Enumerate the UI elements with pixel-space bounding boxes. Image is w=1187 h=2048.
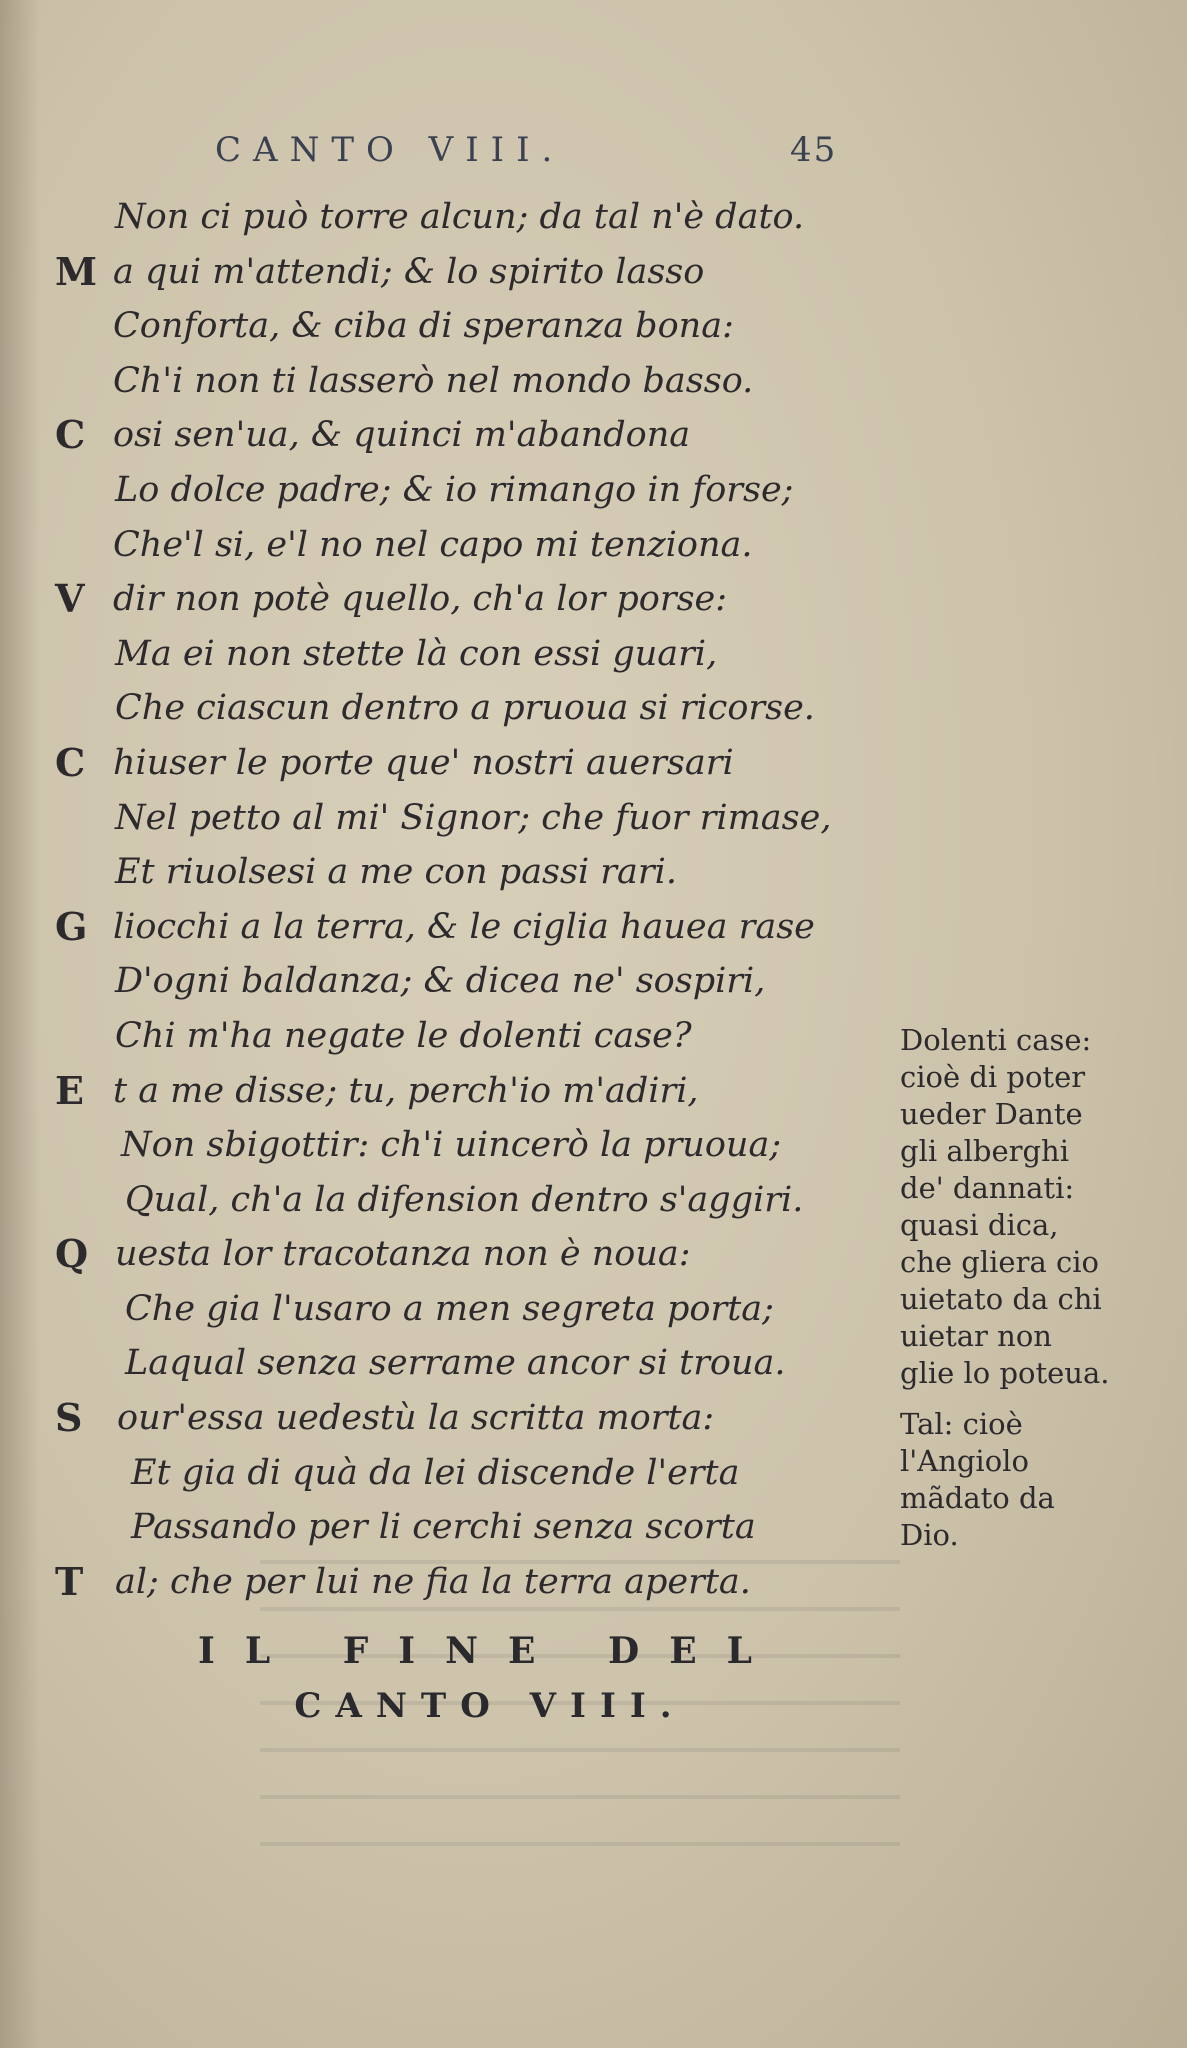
tercet-initial: M [55,248,98,294]
verse-line [55,1227,875,1282]
verse-line [55,245,875,300]
verse-block [55,190,875,1609]
verse-text: Ma ei non stette là con essi guari, [115,633,718,674]
verse-text: Chi m'ha negate le dolenti case? [115,1015,692,1056]
verse-line [55,954,875,1009]
gloss-note-tal: Tal: cioè l'Angiolo mãdato da Dio. [900,1407,1055,1552]
verse-line [55,1391,875,1446]
verse-text: Nel petto al mi' Signor; che fuor rimase, [115,797,832,838]
verse-line [55,1118,875,1173]
verse-line [55,299,875,354]
verse-text: osi sen'ua, & quinci m'abandona [113,415,691,456]
verse-line [55,354,875,409]
verse-line [55,1064,875,1119]
tercet-initial: S [55,1395,83,1441]
running-header [215,130,855,180]
verse-text: our'essa uedestù la scritta morta: [117,1398,715,1439]
verse-line [55,463,875,518]
verse-text: Ch'i non ti lasserò nel mondo basso. [113,360,754,401]
verse-line [55,681,875,736]
tercet-initial: E [55,1067,84,1113]
verse-text: Non sbigottir: ch'i uincerò la pruoua; [121,1125,782,1166]
canto-title: CANTO VIII. [215,130,565,170]
verse-text: Laqual senza serrame ancor si troua. [125,1343,786,1384]
verse-text: Et gia di quà da lei discende l'erta [131,1452,740,1493]
marginal-gloss [900,1022,1110,1568]
page-number: 45 [790,130,838,170]
verse-line [55,1500,875,1555]
verse-text: Passando per li cerchi senza scorta [131,1507,756,1548]
verse-line [55,900,875,955]
verse-text: Che'l si, e'l no nel capo mi tenziona. [113,524,753,565]
verse-line [55,408,875,463]
verse-text: hiuser le porte que' nostri auersari [113,742,734,783]
verse-line [55,736,875,791]
verse-text: t a me disse; tu, perch'io m'adiri, [113,1070,699,1111]
verse-line [55,518,875,573]
page-gutter-shadow [0,0,40,2048]
verse-line [55,1282,875,1337]
tercet-initial: C [55,412,86,458]
gloss-note-dolenti-case: Dolenti case: cioè di poter ueder Dante gli alberghi de' dannati: quasi dica, che gliera cio uietato da chi uietar non glie lo poteua. [900,1023,1110,1390]
verse-text: uesta lor tracotanza non è noua: [115,1234,691,1275]
tercet-initial: Q [55,1231,89,1277]
verse-text: Conforta, & ciba di speranza bona: [113,306,734,347]
tercet-initial: V [55,576,85,622]
verse-text: al; che per lui ne fia la terra aperta. [115,1561,751,1602]
verse-text: a qui m'attendi; & lo spirito lasso [113,251,705,292]
verse-text: Et riuolsesi a me con passi rari. [115,852,677,893]
tercet-initial: T [55,1558,84,1604]
verse-line [55,1336,875,1391]
verse-line [55,190,875,245]
verse-line [55,627,875,682]
verse-line [55,1446,875,1501]
tercet-initial: G [55,903,88,949]
verse-line [55,1173,875,1228]
verse-text: D'ogni baldanza; & dicea ne' sospiri, [115,961,766,1002]
verse-line [55,1555,875,1610]
verse-line [55,572,875,627]
verse-text: Qual, ch'a la difension dentro s'aggiri. [125,1179,804,1220]
colophon-line-2: CANTO VIII. [294,1686,686,1726]
canto-colophon [190,1630,790,1726]
verse-text: Che ciascun dentro a pruoua si ricorse. [115,688,815,729]
verse-text: dir non potè quello, ch'a lor porse: [113,579,728,620]
verse-text: Lo dolce padre; & io rimango in forse; [115,469,794,510]
verse-line [55,791,875,846]
verse-text: liocchi a la terra, & le ciglia hauea rase [113,906,815,947]
tercet-initial: C [55,739,86,785]
verse-text: Non ci può torre alcun; da tal n'è dato. [115,197,805,237]
verse-line [55,845,875,900]
colophon-line-1: IL FINE DEL [198,1630,782,1672]
verse-line [55,1009,875,1064]
verse-text: Che gia l'usaro a men segreta porta; [125,1288,774,1329]
